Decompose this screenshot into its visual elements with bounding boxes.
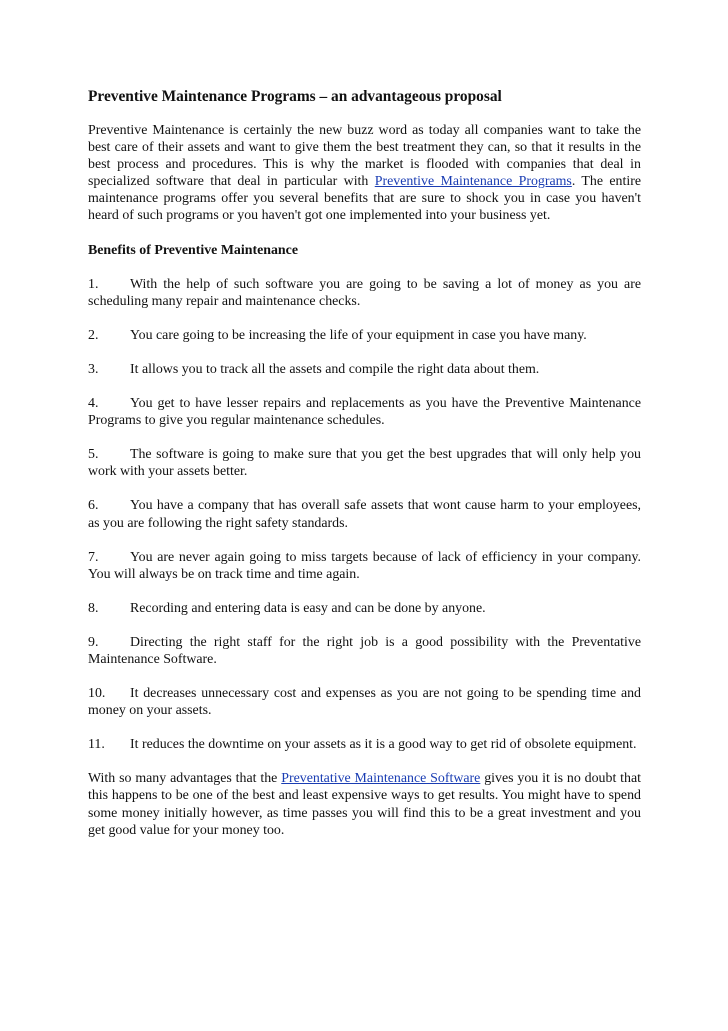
benefit-text: It decreases unnecessary cost and expenses as you are not going to be spending time and money on your assets. bbox=[88, 686, 641, 719]
benefit-text: It reduces the downtime on your assets as it is a good way to get rid of obsolete equipment. bbox=[130, 737, 637, 753]
benefit-item bbox=[88, 327, 641, 344]
benefit-text: With the help of such software you are going to be saving a lot of money as you are scheduling many repair and maintenance checks. bbox=[88, 276, 641, 309]
benefit-text: You have a company that has overall safe assets that wont cause harm to your employees, as you are following the right safety standards. bbox=[88, 498, 641, 531]
benefit-item bbox=[88, 736, 641, 753]
benefit-item bbox=[88, 276, 641, 310]
document-page bbox=[88, 88, 641, 856]
benefit-number: 9. bbox=[88, 634, 99, 650]
preventive-maintenance-programs-link[interactable]: Preventive Maintenance Programs bbox=[374, 174, 572, 190]
intro-paragraph bbox=[88, 122, 641, 225]
benefit-number: 7. bbox=[88, 549, 99, 565]
benefit-item bbox=[88, 685, 641, 719]
intro-text-end: . The entire maintenance programs offer you several benefits that are sure to shock you in case you haven't heard of such programs or you haven't got one implemented into your business yet. bbox=[88, 174, 642, 224]
benefit-number: 4. bbox=[88, 396, 99, 412]
benefit-text: You get to have lesser repairs and replacements as you have the Preventive Maintenance Programs to give you regular maintenance schedules. bbox=[88, 396, 641, 429]
benefit-number: 8. bbox=[88, 600, 99, 616]
benefit-item bbox=[88, 395, 641, 429]
benefit-number: 6. bbox=[88, 498, 99, 514]
benefits-list bbox=[88, 276, 641, 754]
closing-paragraph bbox=[88, 770, 641, 838]
benefit-text: Recording and entering data is easy and can be done by anyone. bbox=[130, 600, 486, 616]
benefit-text: It allows you to track all the assets and compile the right data about them. bbox=[130, 361, 540, 377]
benefit-number: 5. bbox=[88, 447, 99, 463]
document-title: Preventive Maintenance Programs – an advantageous proposal bbox=[88, 88, 502, 105]
benefit-number: 10. bbox=[88, 686, 106, 702]
preventative-maintenance-software-link[interactable]: Preventative Maintenance Software bbox=[281, 771, 481, 787]
intro-text-start: Preventive Maintenance is certainly the new buzz word as today all companies want to take the best care of their assets and want to give them the best treatment they can, so that it results in the best process and procedures. This is why the market is flooded with companies that deal in specialized software that deal in particular with bbox=[88, 123, 641, 190]
benefit-text: Directing the right staff for the right job is a good possibility with the Preventative Maintenance Software. bbox=[88, 634, 641, 667]
benefit-number: 1. bbox=[88, 276, 99, 292]
closing-text-start: With so many advantages that the bbox=[88, 771, 282, 787]
closing-text-end: gives you it is no doubt that this happens to be one of the best and least expensive ways to get results. You might have to spend some money initially however, as time passes you will find this to be a great investment and you get good value for your money too. bbox=[88, 771, 642, 838]
benefit-item bbox=[88, 497, 641, 531]
benefit-item bbox=[88, 634, 641, 668]
benefit-text: The software is going to make sure that you get the best upgrades that will only help you work with your assets better. bbox=[88, 447, 641, 480]
benefit-number: 2. bbox=[88, 327, 99, 343]
benefit-text: You are never again going to miss targets because of lack of efficiency in your company. You will always be on track time and time again. bbox=[88, 549, 641, 582]
benefits-heading: Benefits of Preventive Maintenance bbox=[88, 242, 298, 258]
benefit-item bbox=[88, 361, 641, 378]
benefit-text: You care going to be increasing the life of your equipment in case you have many. bbox=[130, 327, 587, 343]
benefit-item bbox=[88, 549, 641, 583]
benefit-item bbox=[88, 446, 641, 480]
benefit-item bbox=[88, 600, 641, 617]
benefit-number: 11. bbox=[88, 737, 105, 753]
benefit-number: 3. bbox=[88, 361, 99, 377]
